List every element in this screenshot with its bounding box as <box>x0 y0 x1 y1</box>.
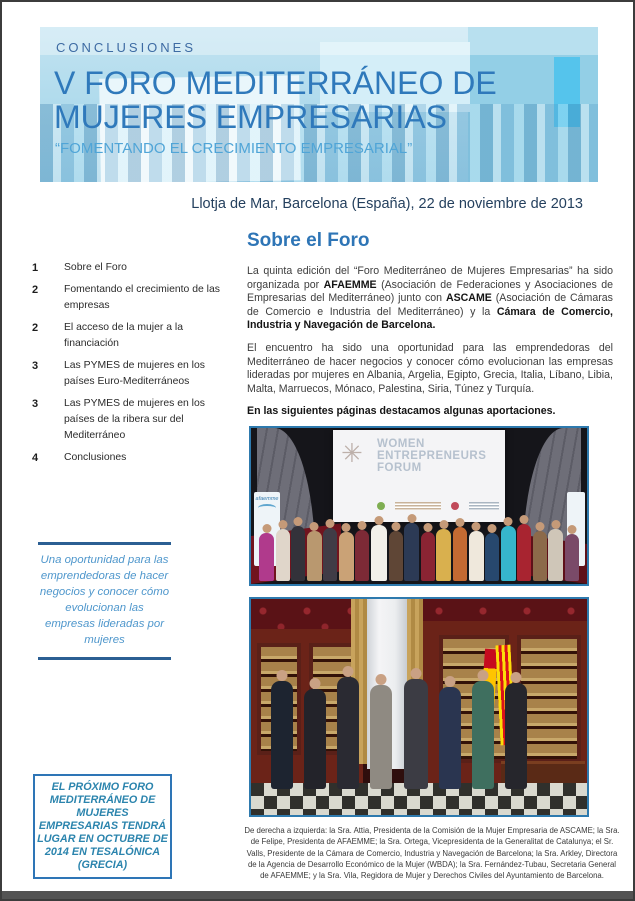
toc-page-number: 3 <box>32 398 39 410</box>
forum-logo-icon: ✳ <box>341 437 363 468</box>
person-silhouette <box>404 523 419 581</box>
person-silhouette <box>505 683 527 789</box>
projection-screen <box>333 430 505 522</box>
toc-page-number: 4 <box>32 452 39 464</box>
next-forum-note: EL PRÓXIMO FORO MEDITERRÁNEO DE MUJERES EMPRESARIAS TENDRÁ LUGAR EN OCTUBRE DE 2014 EN TESALÓNICA (GRECIA) <box>33 774 172 879</box>
toc-item-label: El acceso de la mujer a la financiación <box>64 322 183 349</box>
page-title: V FORO MEDITERRÁNEO DE MUJERES EMPRESARIAS <box>54 65 497 135</box>
person-silhouette <box>472 681 494 789</box>
person-silhouette <box>453 527 467 581</box>
toc-page-number: 1 <box>32 262 39 274</box>
person-silhouette <box>436 529 451 581</box>
wave-logo-icon <box>258 504 276 512</box>
person-silhouette <box>404 679 428 789</box>
body-paragraph-bold: En las siguientes páginas destacamos algunas aportaciones. <box>247 405 556 418</box>
table-of-contents <box>32 260 232 472</box>
event-dateline: Llotja de Mar, Barcelona (España), 22 de noviembre de 2013 <box>191 196 583 212</box>
toc-item-label: Fomentando el crecimiento de las empresas <box>64 284 220 311</box>
toc-item-label: Sobre el Foro <box>64 262 127 273</box>
person-silhouette <box>276 529 290 581</box>
person-silhouette <box>370 685 392 789</box>
section-kicker: CONCLUSIONES <box>56 40 197 55</box>
partner-logo-icon <box>377 502 385 510</box>
main-content <box>244 230 620 881</box>
toc-item-label: Conclusiones <box>64 452 127 463</box>
toc-item[interactable] <box>32 358 232 390</box>
header-banner <box>40 27 598 182</box>
person-silhouette <box>323 528 337 581</box>
person-silhouette <box>421 532 435 581</box>
person-silhouette <box>517 524 531 581</box>
partner-logo-text <box>469 502 499 510</box>
toc-page-number: 2 <box>32 322 39 334</box>
person-silhouette <box>304 689 326 789</box>
group-of-delegates <box>271 677 527 789</box>
toc-item-label: Las PYMES de mujeres en los países Euro-Mediterráneos <box>64 360 205 387</box>
person-silhouette <box>259 533 274 581</box>
toc-item-label: Las PYMES de mujeres en los países de la ribera sur del Mediterráneo <box>64 398 205 441</box>
toc-item[interactable] <box>32 450 232 466</box>
rollup-banner-left: afaemme <box>254 492 280 566</box>
toc-page-number: 2 <box>32 284 39 296</box>
person-silhouette <box>565 534 579 581</box>
person-silhouette <box>307 531 322 581</box>
person-silhouette <box>271 681 293 789</box>
body-paragraph: El encuentro ha sido una oportunidad para las emprendedoras del Mediterráneo de hacer negocios y conocer cómo evolucionan las empresas lideradas por mujeres en Albania, Argelia, Egipto, Grecia, Italia, Líbano, Libia, Malta, Marruecos, Mónaco, Palestina, Siria, Túnez y Turquía. <box>247 341 613 395</box>
toc-page-number: 3 <box>32 360 39 372</box>
toc-item[interactable] <box>32 260 232 276</box>
toc-item[interactable] <box>32 282 232 314</box>
person-silhouette <box>337 677 359 789</box>
person-silhouette <box>501 526 516 581</box>
toc-item[interactable] <box>32 320 232 352</box>
person-silhouette <box>485 533 499 581</box>
person-silhouette <box>439 687 461 789</box>
partner-logo-text <box>395 502 441 510</box>
section-heading: Sobre el Foro <box>247 230 370 251</box>
pull-quote: Una oportunidad para las emprendedoras de hacer negocios y conocer cómo evolucionan las empresas lideradas por mujeres <box>38 542 171 660</box>
toc-item[interactable] <box>32 396 232 444</box>
person-silhouette <box>339 532 354 581</box>
person-silhouette <box>469 531 484 581</box>
person-silhouette <box>291 526 305 581</box>
person-silhouette <box>355 530 369 581</box>
person-silhouette <box>371 525 387 581</box>
group-of-attendees <box>259 523 579 581</box>
partner-logo-icon <box>451 502 459 510</box>
person-silhouette <box>533 531 547 581</box>
person-silhouette <box>548 529 563 581</box>
forum-stage-photo <box>249 426 589 586</box>
library-delegation-photo <box>249 597 589 817</box>
page-bottom-edge <box>2 891 633 899</box>
person-silhouette <box>389 531 403 581</box>
photo-caption: De derecha a izquierda: la Sra. Attia, Presidenta de la Comisión de la Mujer Empresaria de ASCAME; la Sra. de Felipe, Presidenta de AFAEMME; la Sra. Ortega, Vicepresidenta de la Generalitat de Catalunya; el Sr. Valls, Presidente de la Cámara de Comercio, Industria y Navegación de Barcelona; la Sra. Arkley, Directora de la Agencia de Desarrollo Económico de la Mujer (WBDA); la Sra. Fernández-Tubau, Secretaria General de AFAEMME; y la Sra. Vila, Regidora de Mujer y Derechos Civiles del Ayuntamiento de Barcelona. <box>244 825 620 881</box>
body-paragraph: La quinta edición del “Foro Mediterráneo de Mujeres Empresarias” ha sido organizada por AFAEMME (Asociación de Federaciones y Asociaciones de Empresarias del Mediterráneo) junto con ASCAME (Asociación de Cámaras de Comercio e Industria del Mediterráneo) y la Cámara de Comercio, Industria y Navegación de Barcelona. <box>247 265 614 332</box>
partner-logos <box>377 502 499 510</box>
page-subtitle: “FOMENTANDO EL CRECIMIENTO EMPRESARIAL” <box>55 140 413 157</box>
screen-title: WOMEN ENTREPRENEURS FORUM <box>377 437 487 474</box>
